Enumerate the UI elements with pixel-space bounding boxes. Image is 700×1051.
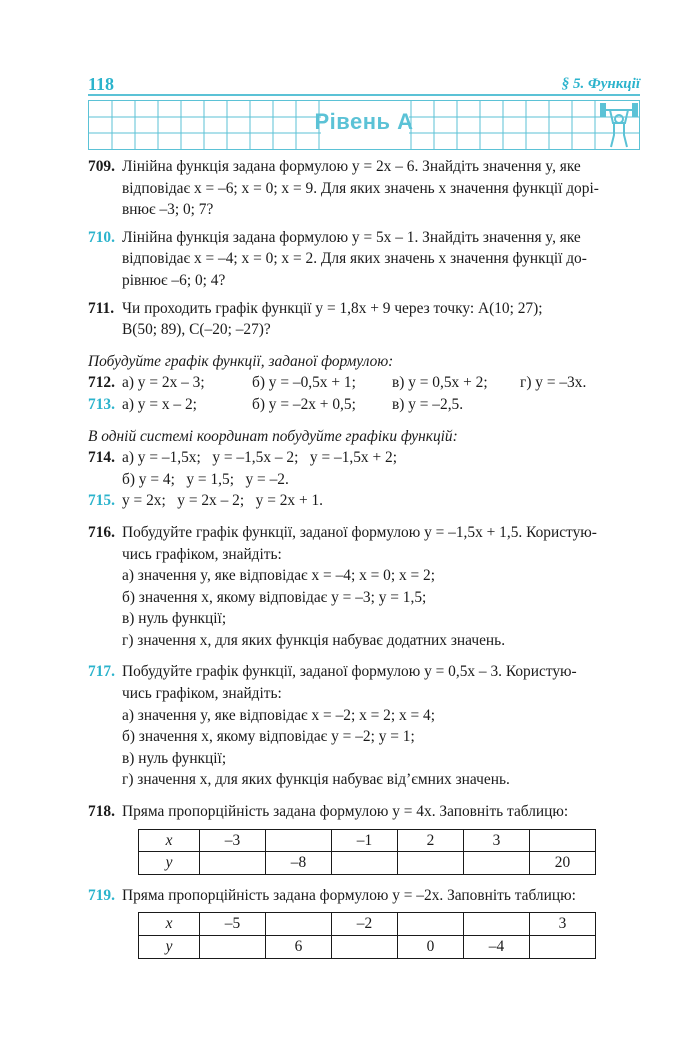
problem-number: 716. (88, 523, 115, 541)
problems (88, 156, 640, 959)
problem-719 (88, 885, 640, 907)
table-cell: 3 (464, 829, 530, 852)
problem-text: Пряма пропорційність задана формулою y = –2x. Заповніть таблицю: (122, 886, 576, 904)
table-cell (398, 852, 464, 875)
table-cell: –5 (200, 913, 266, 936)
running-header (88, 72, 640, 96)
item-a: а) y = 2x – 3; (122, 374, 205, 392)
problem-number: 719. (88, 886, 115, 904)
problem-number: 712. (88, 374, 115, 392)
problem-text: внює –3; 0; 7? (122, 201, 214, 219)
instruction: Побудуйте графік функції, заданої формулою: (88, 352, 394, 370)
table-row-x (139, 913, 596, 936)
section-title: § 5. Функції (561, 76, 640, 92)
table-cell (464, 913, 530, 936)
problem-711 (88, 298, 640, 341)
problem-709 (88, 156, 640, 221)
table-cell (266, 829, 332, 852)
item-b: б) y = –0,5x + 1; (252, 374, 356, 392)
table-cell: –1 (332, 829, 398, 852)
table-cell: –8 (266, 852, 332, 875)
level-title: Рівень А (314, 109, 414, 134)
item-a: а) y = x – 2; (122, 395, 197, 413)
problem-number: 710. (88, 228, 115, 246)
table-cell (398, 913, 464, 936)
problem-710 (88, 227, 640, 292)
row-label: y (139, 936, 200, 959)
values-table-719 (138, 912, 596, 958)
row-label: x (139, 913, 200, 936)
table-cell: 6 (266, 936, 332, 959)
table-row-y (139, 852, 596, 875)
problem-text: Лінійна функція задана формулою y = 2x – 6. Знайдіть значення y, яке (122, 158, 581, 175)
item-v: в) нуль функції; (122, 610, 227, 628)
problem-text: B(50; 89), C(–20; –27)? (122, 321, 271, 339)
item-b: б) y = –2x + 0,5; (252, 395, 356, 413)
item-b: б) значення x, якому відповідає y = –2; y = 1; (122, 728, 415, 746)
problem-text: відповідає x = –6; x = 0; x = 9. Для яких значень x значення функції дорі- (122, 179, 599, 197)
problem-number: 709. (88, 158, 115, 175)
problem-number: 717. (88, 663, 115, 681)
item-g: г) значення x, для яких функція набуває додатних значень. (122, 631, 506, 649)
problem-text: Чи проходить графік функції y = 1,8x + 9 через точку: A(10; 27); (122, 299, 543, 317)
problem-716 (88, 522, 640, 652)
problem-text: y = 2x; y = 2x – 2; y = 2x + 1. (122, 492, 324, 510)
table-cell (266, 913, 332, 936)
problem-text: чись графіком, знайдіть: (122, 545, 282, 563)
table-cell: 3 (530, 913, 596, 936)
table-row-y (139, 936, 596, 959)
table-cell: –4 (464, 936, 530, 959)
problem-714 (88, 447, 640, 490)
item-a: а) значення y, яке відповідає x = –2; x = 2; x = 4; (122, 706, 436, 724)
table-cell: 2 (398, 829, 464, 852)
problem-text: Лінійна функція задана формулою y = 5x – 1. Знайдіть значення y, яке (122, 228, 581, 246)
table-cell (200, 852, 266, 875)
problem-text: Пряма пропорційність задана формулою y = 4x. Заповніть таблицю: (122, 803, 569, 821)
table-cell: 20 (530, 852, 596, 875)
problem-text: відповідає x = –4; x = 0; x = 2. Для яких значень x значення функції до- (122, 250, 587, 268)
table-cell (200, 936, 266, 959)
table-cell (332, 852, 398, 875)
table-cell: –2 (332, 913, 398, 936)
problem-number: 715. (88, 492, 115, 510)
problem-712 (88, 372, 640, 394)
instruction: В одній системі координат побудуйте графіки функцій: (88, 427, 458, 445)
table-cell (464, 852, 530, 875)
problem-text: Побудуйте графік функції, заданої формулою y = –1,5x + 1,5. Користую- (122, 523, 597, 541)
item-g: г) значення x, для яких функція набуває від’ємних значень. (122, 771, 510, 789)
item-b: б) значення x, якому відповідає y = –3; y = 1,5; (122, 588, 427, 606)
table-cell (530, 829, 596, 852)
item-v: в) y = 0,5x + 2; (392, 374, 488, 392)
page-number: 118 (88, 74, 115, 94)
problem-number: 714. (88, 449, 115, 467)
values-table-718 (138, 829, 596, 875)
problem-713 (88, 394, 640, 416)
item-b: б) y = 4; y = 1,5; y = –2. (122, 470, 289, 488)
problem-text: рівнює –6; 0; 4? (122, 271, 226, 289)
row-label: x (139, 829, 200, 852)
problem-text: Побудуйте графік функції, заданої формулою y = 0,5x – 3. Користую- (122, 663, 577, 681)
item-g: г) y = –3x. (520, 374, 587, 392)
problem-number: 711. (88, 299, 115, 317)
problem-number: 713. (88, 395, 115, 413)
table-cell (332, 936, 398, 959)
table-cell: 0 (398, 936, 464, 959)
problem-715 (88, 490, 640, 512)
problem-717 (88, 661, 640, 791)
row-label: y (139, 852, 200, 875)
table-cell (530, 936, 596, 959)
textbook-page (88, 72, 640, 959)
item-v: в) y = –2,5. (392, 395, 464, 413)
level-banner (88, 100, 640, 150)
item-v: в) нуль функції; (122, 749, 227, 767)
table-row-x (139, 829, 596, 852)
problem-718 (88, 801, 640, 823)
item-a: а) y = –1,5x; y = –1,5x – 2; y = –1,5x + 2; (122, 449, 397, 467)
table-cell: –3 (200, 829, 266, 852)
problem-text: чись графіком, знайдіть: (122, 685, 282, 703)
item-a: а) значення y, яке відповідає x = –4; x = 0; x = 2; (122, 567, 436, 585)
problem-number: 718. (88, 803, 115, 821)
